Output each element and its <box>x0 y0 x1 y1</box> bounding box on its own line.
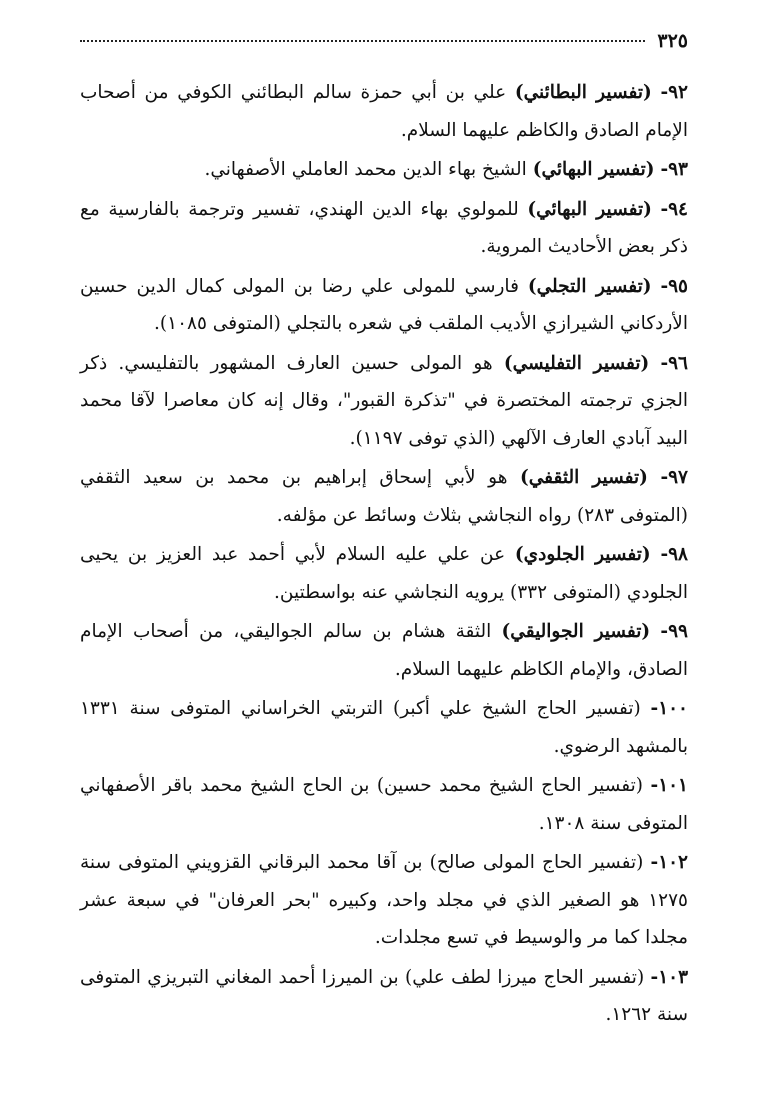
entry-number: ١٠١- <box>650 775 688 796</box>
entry-title: (تفسير البطائني) <box>514 82 652 103</box>
entry-95 <box>80 268 688 343</box>
entry-title: (تفسير التفليسي) <box>503 352 650 374</box>
entry-101 <box>80 767 688 842</box>
entry-text: (تفسير الحاج ميرزا لطف علي) بن الميرزا أحمد المغاني التبريزي المتوفى سنة ١٢٦٢. <box>80 966 688 1025</box>
entry-text: (تفسير الحاج الشيخ علي أكبر) التربتي الخراساني المتوفى سنة ١٣٣١ بالمشهد الرضوي. <box>80 698 688 757</box>
entry-title: (تفسير البهائي) <box>532 159 655 180</box>
entry-number: ١٠٣- <box>650 966 689 988</box>
entry-text: هو لأبي إسحاق إبراهيم بن محمد بن سعيد الثقفي (المتوفى ٢٨٣) رواه النجاشي بثلاث وسائط عن مؤلفه. <box>80 467 688 526</box>
entry-number: ١٠٢- <box>650 852 688 873</box>
entry-list <box>80 74 688 1034</box>
entry-102 <box>80 844 688 957</box>
entry-text: (تفسير الحاج الشيخ محمد حسين) بن الحاج الشيخ محمد باقر الأصفهاني المتوفى سنة ١٣٠٨. <box>80 775 688 834</box>
entry-number: ٩٨- <box>660 544 688 565</box>
entry-text: عن علي عليه السلام لأبي أحمد عبد العزيز بن يحيى الجلودي (المتوفى ٣٣٢) يرويه النجاشي عنه بواسطتين. <box>80 544 688 603</box>
entry-title: (تفسير الجواليقي) <box>501 621 651 642</box>
entry-text: الشيخ بهاء الدين محمد العاملي الأصفهاني. <box>204 159 527 180</box>
entry-title: (تفسير البهائي) <box>527 198 652 220</box>
entry-title: (تفسير الثقفي) <box>520 467 648 488</box>
entry-98 <box>80 536 688 611</box>
entry-92 <box>80 74 688 149</box>
entry-text: للمولوي بهاء الدين الهندي، تفسير وترجمة بالفارسية مع ذكر بعض الأحاديث المروية. <box>80 198 688 257</box>
entry-number: ٩٤- <box>660 198 688 220</box>
entry-96 <box>80 345 688 458</box>
page-number: ٣٢٥ <box>657 30 688 52</box>
entry-94 <box>80 191 688 266</box>
header-dotted-rule <box>80 40 645 42</box>
entry-93 <box>80 151 688 189</box>
entry-100 <box>80 690 688 765</box>
entry-number: ٩٥- <box>660 275 688 297</box>
entry-number: ٩٢- <box>660 82 688 103</box>
entry-title: (تفسير الجلودي) <box>514 544 651 565</box>
entry-number: ٩٧- <box>660 467 688 488</box>
entry-103 <box>80 959 688 1034</box>
entry-number: ٩٣- <box>660 159 688 180</box>
entry-text: (تفسير الحاج المولى صالح) بن آقا محمد البرقاني القزويني المتوفى سنة ١٢٧٥ هو الصغير الذي في مجلد واحد، وكبيره "بحر العرفان" في سبعة عشر مجلدا كما مر والوسيط في تسع مجلدات. <box>80 852 688 948</box>
entry-text: الثقة هشام بن سالم الجواليقي، من أصحاب الإمام الصادق، والإمام الكاظم عليهما السلام. <box>80 621 688 680</box>
entry-number: ١٠٠- <box>650 698 688 719</box>
entry-97 <box>80 459 688 534</box>
page-header <box>80 30 688 70</box>
entry-text: فارسي للمولى علي رضا بن المولى كمال الدين حسين الأردكاني الشيرازي الأديب الملقب في شعره بالتجلي (المتوفى ١٠٨٥). <box>80 275 688 334</box>
entry-number: ٩٩- <box>660 621 688 642</box>
entry-text: علي بن أبي حمزة سالم البطائني الكوفي من أصحاب الإمام الصادق والكاظم عليهما السلام. <box>80 82 688 141</box>
entry-text: هو المولى حسين العارف المشهور بالتفليسي. ذكر الجزي ترجمته المختصرة في "تذكرة القبور"، وقال إنه كان معاصرا لآقا محمد البيد آبادي العارف الآلهي (الذي توفى ١١٩٧). <box>80 352 688 449</box>
entry-number: ٩٦- <box>660 352 688 374</box>
entry-title: (تفسير التجلي) <box>527 275 652 297</box>
entry-99 <box>80 613 688 688</box>
